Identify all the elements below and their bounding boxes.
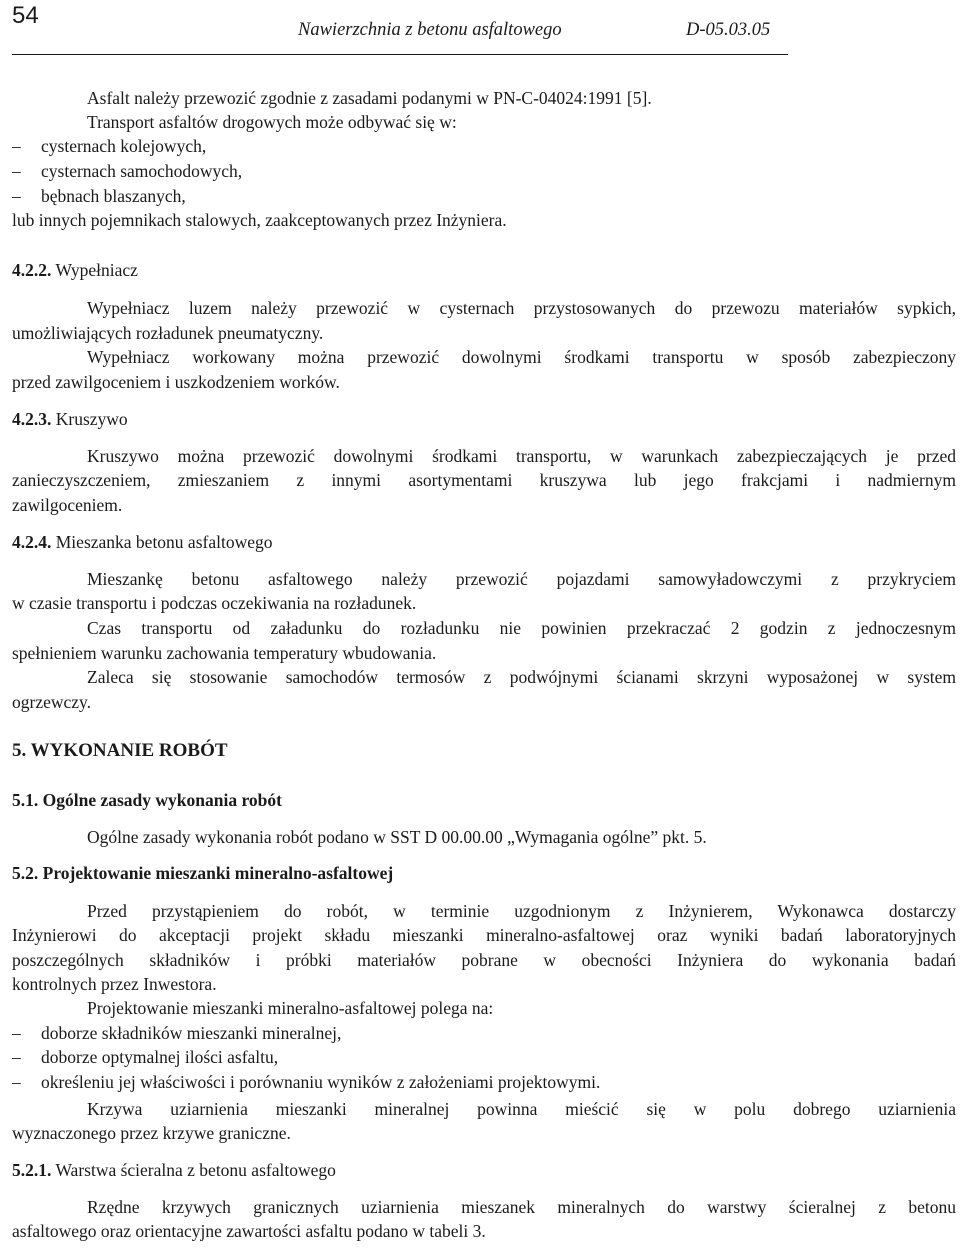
paragraph-line: Wypełniacz workowany można przewozić dowolnymi środkami transportu w sposób zabezpieczony <box>87 347 956 367</box>
list-item: – doborze optymalnej ilości asfaltu, <box>12 1047 279 1067</box>
page-number: 54 <box>12 2 39 29</box>
paragraph-line: Inżynierowi do akceptacji projekt składu mieszanki mineralno-asfaltowej oraz wyniki badań laboratoryjnych <box>12 925 956 945</box>
paragraph: Projektowanie mieszanki mineralno-asfaltowej polega na: <box>87 998 494 1018</box>
paragraph-line: umożliwiających rozładunek pneumatyczny. <box>12 323 324 343</box>
paragraph: lub innych pojemnikach stalowych, zaakceptowanych przez Inżyniera. <box>12 210 507 230</box>
dash-bullet: – <box>12 1072 21 1092</box>
paragraph-line: Przed przystąpieniem do robót, w terminie uzgodnionym z Inżynierem, Wykonawca dostarczy <box>87 901 956 921</box>
section-heading: 4.2.3. Kruszywo <box>12 409 128 429</box>
section-heading: 5.2. Projektowanie mieszanki mineralno-asfaltowej <box>12 863 394 883</box>
list-item: – doborze składników mieszanki mineralnej, <box>12 1023 342 1043</box>
header-title: Nawierzchnia z betonu asfaltowego <box>298 20 562 40</box>
dash-bullet: – <box>12 186 21 206</box>
paragraph-line: Krzywa uziarnienia mieszanki mineralnej powinna mieścić się w polu dobrego uziarnienia <box>87 1099 956 1119</box>
paragraph: Ogólne zasady wykonania robót podano w SST D 00.00.00 „Wymagania ogólne” pkt. 5. <box>87 827 707 847</box>
list-item: – bębnach blaszanych, <box>12 186 186 206</box>
paragraph-line: kontrolnych przez Inwestora. <box>12 974 217 994</box>
list-item: – cysternach kolejowych, <box>12 136 207 156</box>
paragraph-line: Czas transportu od załadunku do rozładunku nie powinien przekraczać 2 godzin z jednoczesnym <box>87 618 956 638</box>
section-heading: 5.2.1. Warstwa ścieralna z betonu asfaltowego <box>12 1160 336 1180</box>
paragraph-line: spełnieniem warunku zachowania temperatury wbudowania. <box>12 643 437 663</box>
header-rule <box>12 54 788 55</box>
paragraph-line: Rzędne krzywych granicznych uziarnienia mieszanek mineralnych do warstwy ścieralnej z betonu <box>87 1197 956 1217</box>
list-item: – cysternach samochodowych, <box>12 161 243 181</box>
paragraph-line: zanieczyszczeniem, zmieszaniem z innymi asortymentami kruszywa lub jego frakcjami i nadmiernym <box>12 470 956 490</box>
paragraph: Transport asfaltów drogowych może odbywać się w: <box>87 112 457 132</box>
paragraph-line: Zaleca się stosowanie samochodów termosów z podwójnymi ścianami skrzyni wyposażonej w system <box>87 667 956 687</box>
dash-bullet: – <box>12 136 21 156</box>
section-heading: 4.2.4. Mieszanka betonu asfaltowego <box>12 532 273 552</box>
paragraph-line: w czasie transportu i podczas oczekiwania na rozładunek. <box>12 593 417 613</box>
header-code: D-05.03.05 <box>686 20 771 40</box>
paragraph-line: przed zawilgoceniem i uszkodzeniem worków. <box>12 372 340 392</box>
section-heading: 4.2.2. Wypełniacz <box>12 260 138 280</box>
paragraph: Asfalt należy przewozić zgodnie z zasadami podanymi w PN-C-04024:1991 [5]. <box>87 88 652 108</box>
paragraph-line: asfaltowego oraz orientacyjne zawartości asfaltu podano w tabeli 3. <box>12 1221 486 1241</box>
paragraph-line: poszczególnych składników i próbki materiałów pobrane w obecności Inżyniera do wykonania badań <box>12 950 956 970</box>
paragraph-line: Kruszywo można przewozić dowolnymi środkami transportu, w warunkach zabezpieczających je przed <box>87 446 956 466</box>
list-item: – określeniu jej właściwości i porównaniu wyników z założeniami projektowymi. <box>12 1072 601 1092</box>
paragraph-line: Mieszankę betonu asfaltowego należy przewozić pojazdami samowyładowczymi z przykryciem <box>87 569 956 589</box>
paragraph-line: Wypełniacz luzem należy przewozić w cysternach przystosowanych do przewozu materiałów sypkich, <box>87 298 956 318</box>
dash-bullet: – <box>12 1047 21 1067</box>
dash-bullet: – <box>12 161 21 181</box>
chapter-heading: 5. WYKONANIE ROBÓT <box>12 740 228 761</box>
section-heading: 5.1. Ogólne zasady wykonania robót <box>12 790 282 810</box>
paragraph-line: wyznaczonego przez krzywe graniczne. <box>12 1123 291 1143</box>
paragraph-line: ogrzewczy. <box>12 692 92 712</box>
paragraph-line: zawilgoceniem. <box>12 495 123 515</box>
dash-bullet: – <box>12 1023 21 1043</box>
